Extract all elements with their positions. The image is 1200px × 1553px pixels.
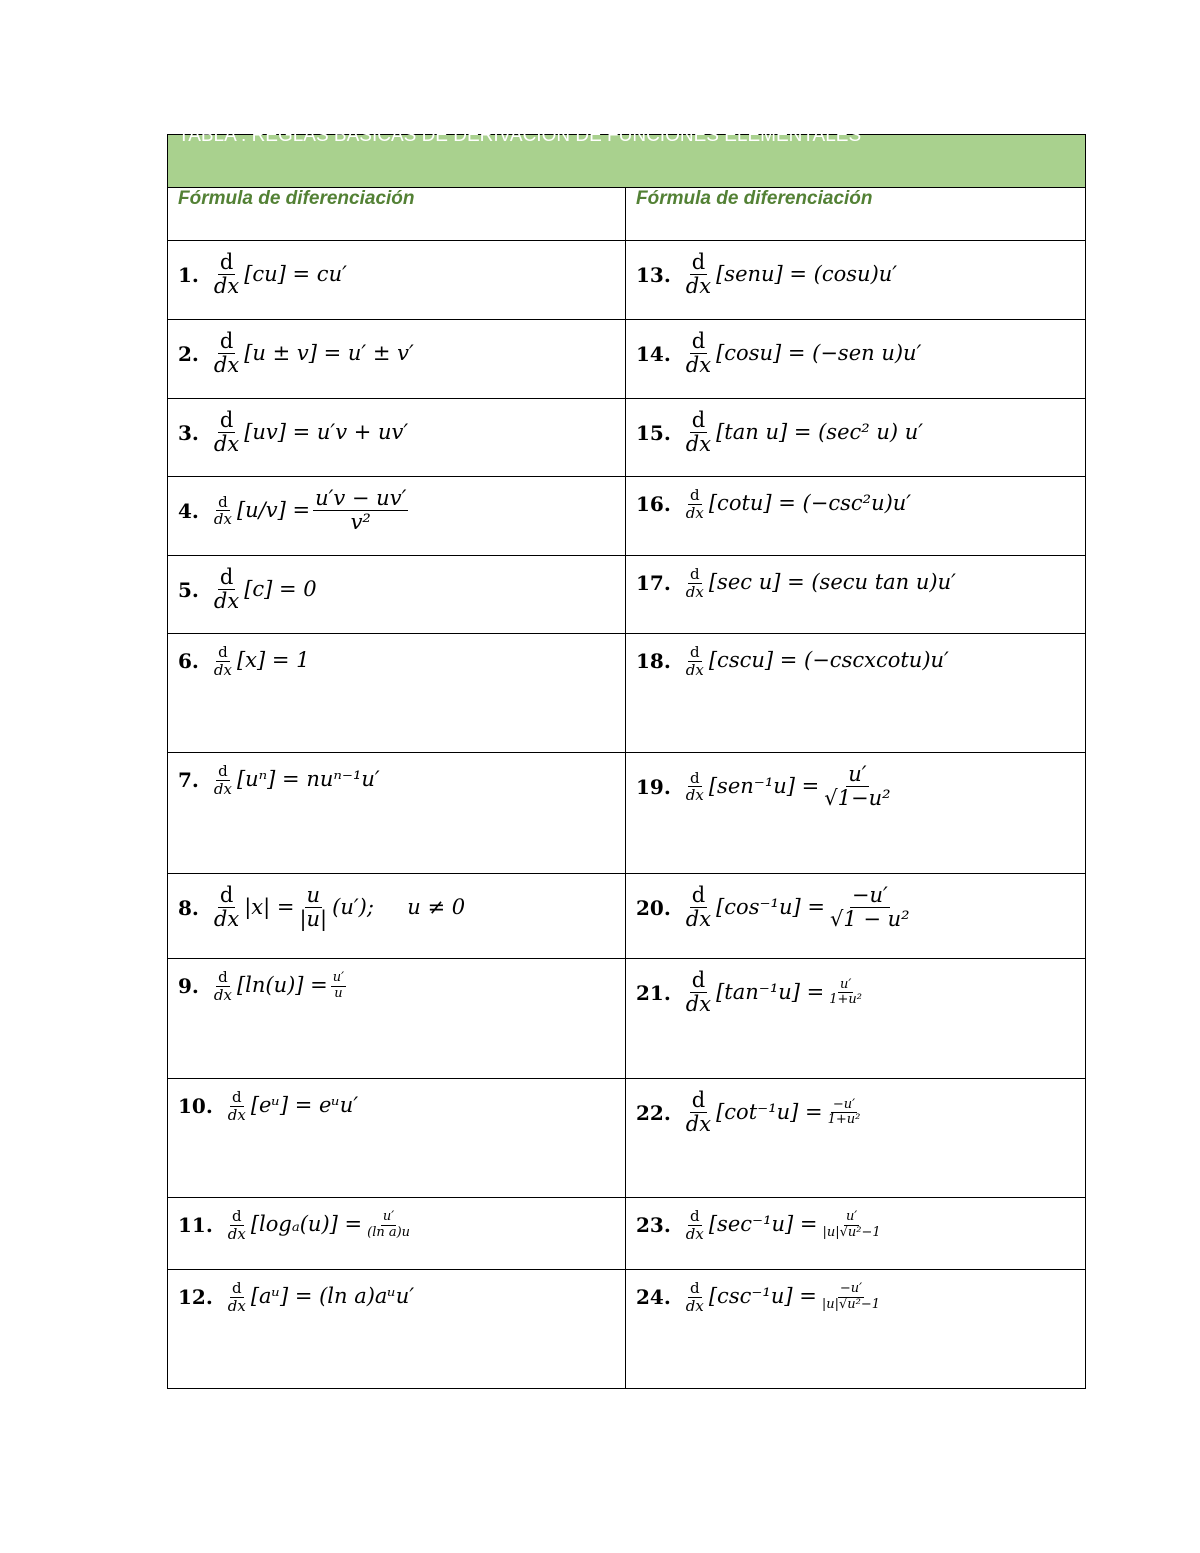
rule-expression: [sec u] = (secu tan u)u′: [708, 570, 956, 595]
rule-cell-right: [626, 556, 1086, 634]
derivative-operator: [212, 969, 234, 1003]
derivative-numerator: d: [218, 968, 228, 986]
rule-cell-right: [626, 1270, 1086, 1389]
rule-formula: [178, 1079, 625, 1123]
rule-number: 19.: [636, 774, 671, 799]
derivative-operator: [684, 487, 706, 521]
derivative-denominator: dx: [213, 907, 240, 932]
rule-formula: [178, 556, 625, 613]
derivative-operator: [212, 644, 234, 678]
rule-number: 17.: [636, 571, 671, 595]
rule-formula: [636, 959, 1085, 1016]
table-title: TABLA : REGLAS BÁSICAS DE DERIVACIÓN DE FUNCIONES ELEMENTALES: [178, 125, 862, 146]
table-row: [168, 1270, 1086, 1389]
result-numerator: u′: [845, 1209, 858, 1225]
rule-cell-right: [626, 477, 1086, 556]
derivative-numerator: d: [219, 883, 234, 907]
rule-formula: [178, 241, 625, 298]
rule-number: 7.: [178, 768, 199, 792]
rule-number: 22.: [636, 1100, 671, 1125]
derivative-numerator: d: [219, 565, 234, 589]
derivative-operator: [212, 566, 241, 613]
rule-expression-left: [sec⁻¹u] =: [708, 1212, 818, 1237]
rule-number: 12.: [178, 1285, 213, 1309]
rule-cell-left: [168, 959, 626, 1079]
derivative-operator: [212, 884, 241, 931]
result-fraction: [822, 763, 892, 810]
rule-number: 14.: [636, 341, 671, 366]
table-row: [168, 1079, 1086, 1198]
result-denominator: |u|: [299, 907, 328, 932]
rule-formula: [636, 1198, 1085, 1242]
result-denominator: (ln a)u: [367, 1224, 411, 1240]
rule-formula: [178, 399, 625, 456]
header-row: [168, 188, 1086, 241]
rule-rows: [168, 241, 1086, 1389]
rule-expression: [cscu] = (−cscxcotu)u′: [708, 648, 949, 673]
result-fraction: [828, 884, 912, 931]
rule-expression-left: [u/v] =: [236, 498, 311, 522]
derivative-numerator: d: [690, 768, 700, 787]
derivative-denominator: dx: [685, 274, 712, 299]
derivative-numerator: d: [232, 1088, 242, 1106]
result-numerator: u′: [839, 976, 852, 992]
derivative-denominator: dx: [685, 660, 704, 679]
derivative-denominator: dx: [213, 353, 240, 378]
derivative-operator: [226, 1089, 248, 1123]
result-fraction: [826, 1098, 863, 1128]
rule-formula: [178, 753, 625, 797]
rule-formula: [636, 1079, 1085, 1136]
rule-expression-left: [ln(u)] =: [236, 973, 328, 998]
rule-cell-left: [168, 399, 626, 477]
rule-expression-left: [cot⁻¹u] =: [716, 1100, 823, 1124]
derivative-denominator: dx: [685, 432, 712, 457]
result-fraction: [821, 1210, 883, 1240]
derivative-numerator: d: [691, 968, 706, 992]
rule-expression: [uⁿ] = nuⁿ⁻¹u′: [236, 767, 380, 792]
derivative-operator: [212, 409, 241, 456]
derivative-denominator: dx: [685, 353, 712, 378]
rule-expression: [eᵘ] = eᵘu′: [250, 1093, 359, 1118]
derivative-rules-table: [167, 125, 1086, 1389]
derivative-operator: [684, 1208, 706, 1242]
derivative-operator: [684, 1280, 706, 1314]
result-fraction: [365, 1210, 412, 1240]
result-denominator: u: [334, 985, 343, 1001]
derivative-operator: [684, 1089, 713, 1136]
derivative-operator: [684, 251, 713, 298]
result-fraction: [820, 1282, 882, 1312]
table-row: [168, 1198, 1086, 1270]
rule-number: 2.: [178, 341, 199, 366]
result-denominator: v²: [350, 510, 371, 535]
table-row: [168, 634, 1086, 753]
derivative-denominator: dx: [213, 985, 232, 1004]
derivative-numerator: d: [690, 565, 700, 583]
derivative-denominator: dx: [685, 992, 712, 1017]
rule-expression: [x] = 1: [236, 648, 310, 673]
rule-formula: [178, 477, 625, 534]
rule-expression: [c] = 0: [244, 577, 317, 601]
rule-formula: [178, 1270, 625, 1314]
result-fraction: [827, 978, 864, 1008]
derivative-numerator: d: [691, 329, 706, 353]
derivative-denominator: dx: [227, 1296, 246, 1315]
rule-formula: [178, 320, 625, 377]
rule-expression-left: [sen⁻¹u] =: [708, 774, 820, 798]
rule-cell-left: [168, 1270, 626, 1389]
derivative-operator: [684, 644, 706, 678]
result-numerator: u′v − uv′: [315, 486, 407, 510]
rule-formula: [178, 959, 625, 1003]
rule-number: 3.: [178, 420, 199, 445]
result-numerator: −u′: [851, 883, 888, 907]
title-row: [168, 135, 1086, 188]
derivative-denominator: dx: [227, 1224, 246, 1243]
rule-expression: [tan u] = (sec² u) u′: [716, 420, 924, 444]
rule-number: 4.: [178, 498, 199, 523]
derivative-numerator: d: [219, 408, 234, 432]
rule-formula: [636, 399, 1085, 456]
result-fraction: [313, 487, 408, 534]
derivative-denominator: dx: [685, 582, 704, 601]
derivative-numerator: d: [218, 762, 228, 780]
rule-number: 23.: [636, 1213, 671, 1237]
derivative-operator: [684, 330, 713, 377]
derivative-operator: [226, 1208, 248, 1242]
result-numerator: −u′: [839, 1281, 863, 1297]
rule-formula: [636, 320, 1085, 377]
derivative-operator: [684, 884, 713, 931]
result-numerator: u′: [382, 1209, 395, 1225]
derivative-operator: [212, 330, 241, 377]
rule-formula: [178, 874, 625, 931]
result-denominator: |u|√u²−1: [822, 1224, 881, 1240]
derivative-denominator: dx: [213, 589, 240, 614]
rule-expression: [cosu] = (−sen u)u′: [716, 341, 922, 365]
rule-number: 20.: [636, 895, 671, 920]
rule-number: 6.: [178, 649, 199, 673]
result-denominator: √1 − u²: [829, 907, 910, 932]
result-denominator: √1−u²: [824, 786, 891, 811]
rule-formula: [636, 753, 1085, 810]
table-row: [168, 556, 1086, 634]
column-header-right: Fórmula de diferenciación: [626, 188, 1086, 241]
derivative-denominator: dx: [213, 660, 232, 679]
derivative-numerator: d: [691, 250, 706, 274]
derivative-numerator: d: [691, 883, 706, 907]
derivative-numerator: d: [218, 643, 228, 661]
rule-expression-left: |x| =: [244, 895, 295, 919]
result-numerator: u′: [848, 762, 867, 786]
derivative-numerator: d: [691, 1088, 706, 1112]
result-denominator: 1+u²: [829, 992, 863, 1008]
rule-expression: [cu] = cu′: [244, 262, 347, 286]
rule-cell-right: [626, 241, 1086, 320]
derivative-denominator: dx: [227, 1105, 246, 1124]
column-header-left: Fórmula de diferenciación: [168, 188, 626, 241]
derivative-denominator: dx: [685, 786, 704, 805]
rule-cell-left: [168, 1079, 626, 1198]
derivative-operator: [684, 409, 713, 456]
table-title-cell: [168, 125, 1086, 188]
rule-number: 21.: [636, 980, 671, 1005]
rule-cell-left: [168, 556, 626, 634]
rule-cell-right: [626, 874, 1086, 959]
rule-cell-left: [168, 241, 626, 320]
derivative-numerator: d: [219, 250, 234, 274]
rule-number: 1.: [178, 262, 199, 287]
derivative-numerator: d: [690, 1279, 700, 1297]
derivative-operator: [226, 1280, 248, 1314]
rule-expression: [uv] = u′v + uv′: [244, 420, 409, 444]
rule-cell-left: [168, 753, 626, 874]
derivative-denominator: dx: [213, 510, 232, 529]
derivative-operator: [684, 969, 713, 1016]
table-row: [168, 320, 1086, 399]
rule-cell-right: [626, 959, 1086, 1079]
derivative-operator: [212, 763, 234, 797]
rule-cell-right: [626, 399, 1086, 477]
result-fraction: [297, 884, 329, 931]
rule-number: 9.: [178, 974, 199, 998]
derivative-numerator: d: [690, 486, 700, 504]
result-denominator: 1+u²: [827, 1112, 861, 1128]
table-row: [168, 241, 1086, 320]
rule-expression-left: [csc⁻¹u] =: [708, 1284, 817, 1309]
result-numerator: −u′: [832, 1096, 856, 1112]
rule-number: 15.: [636, 420, 671, 445]
rule-cell-left: [168, 477, 626, 556]
table-row: [168, 399, 1086, 477]
rule-formula: [636, 874, 1085, 931]
table-row: [168, 753, 1086, 874]
rule-number: 11.: [178, 1213, 213, 1237]
derivative-denominator: dx: [213, 779, 232, 798]
rule-cell-right: [626, 1198, 1086, 1270]
rule-formula: [636, 1270, 1085, 1314]
rule-expression: [u ± v] = u′ ± v′: [244, 341, 414, 365]
derivative-numerator: d: [690, 643, 700, 661]
table-row: [168, 477, 1086, 556]
rule-formula: [178, 1198, 625, 1242]
rule-expression-left: [cos⁻¹u] =: [716, 895, 825, 919]
derivative-numerator: d: [232, 1279, 242, 1297]
derivative-denominator: dx: [685, 1224, 704, 1243]
rule-expression-left: [logₐ(u)] =: [250, 1212, 363, 1237]
derivative-denominator: dx: [685, 503, 704, 522]
rule-cell-left: [168, 874, 626, 959]
rule-cell-right: [626, 753, 1086, 874]
rule-number: 18.: [636, 649, 671, 673]
rule-formula: [178, 634, 625, 678]
result-numerator: u: [306, 883, 321, 907]
rule-cell-left: [168, 1198, 626, 1270]
derivative-numerator: d: [218, 492, 228, 511]
rule-expression-right: (u′); u ≠ 0: [332, 895, 466, 919]
result-fraction: [331, 971, 346, 1001]
rule-expression: [senu] = (cosu)u′: [716, 262, 898, 286]
rule-cell-right: [626, 320, 1086, 399]
rule-cell-left: [168, 320, 626, 399]
derivative-operator: [212, 251, 241, 298]
derivative-operator: [212, 494, 234, 528]
rule-expression: [cotu] = (−csc²u)u′: [708, 491, 912, 516]
rule-cell-right: [626, 1079, 1086, 1198]
result-numerator: u′: [332, 970, 345, 986]
derivative-denominator: dx: [685, 907, 712, 932]
derivative-operator: [684, 566, 706, 600]
rule-number: 16.: [636, 492, 671, 516]
rule-number: 13.: [636, 262, 671, 287]
rule-number: 10.: [178, 1094, 213, 1118]
rule-formula: [636, 634, 1085, 678]
derivative-denominator: dx: [685, 1112, 712, 1137]
rule-expression-left: [tan⁻¹u] =: [716, 980, 825, 1004]
derivative-numerator: d: [219, 329, 234, 353]
derivative-denominator: dx: [685, 1296, 704, 1315]
rule-number: 24.: [636, 1285, 671, 1309]
rule-formula: [636, 556, 1085, 600]
rule-expression: [aᵘ] = (ln a)aᵘu′: [250, 1284, 415, 1309]
rule-number: 5.: [178, 577, 199, 602]
derivative-numerator: d: [691, 408, 706, 432]
result-denominator: |u|√u²−1: [821, 1296, 881, 1312]
derivative-denominator: dx: [213, 274, 240, 299]
rule-cell-right: [626, 634, 1086, 753]
derivative-numerator: d: [690, 1207, 700, 1225]
rule-number: 8.: [178, 895, 199, 920]
table-row: [168, 874, 1086, 959]
rule-cell-left: [168, 634, 626, 753]
derivative-denominator: dx: [213, 432, 240, 457]
rule-formula: [636, 241, 1085, 298]
derivative-numerator: d: [232, 1207, 242, 1225]
table-row: [168, 959, 1086, 1079]
derivative-operator: [684, 770, 706, 804]
rule-formula: [636, 477, 1085, 521]
